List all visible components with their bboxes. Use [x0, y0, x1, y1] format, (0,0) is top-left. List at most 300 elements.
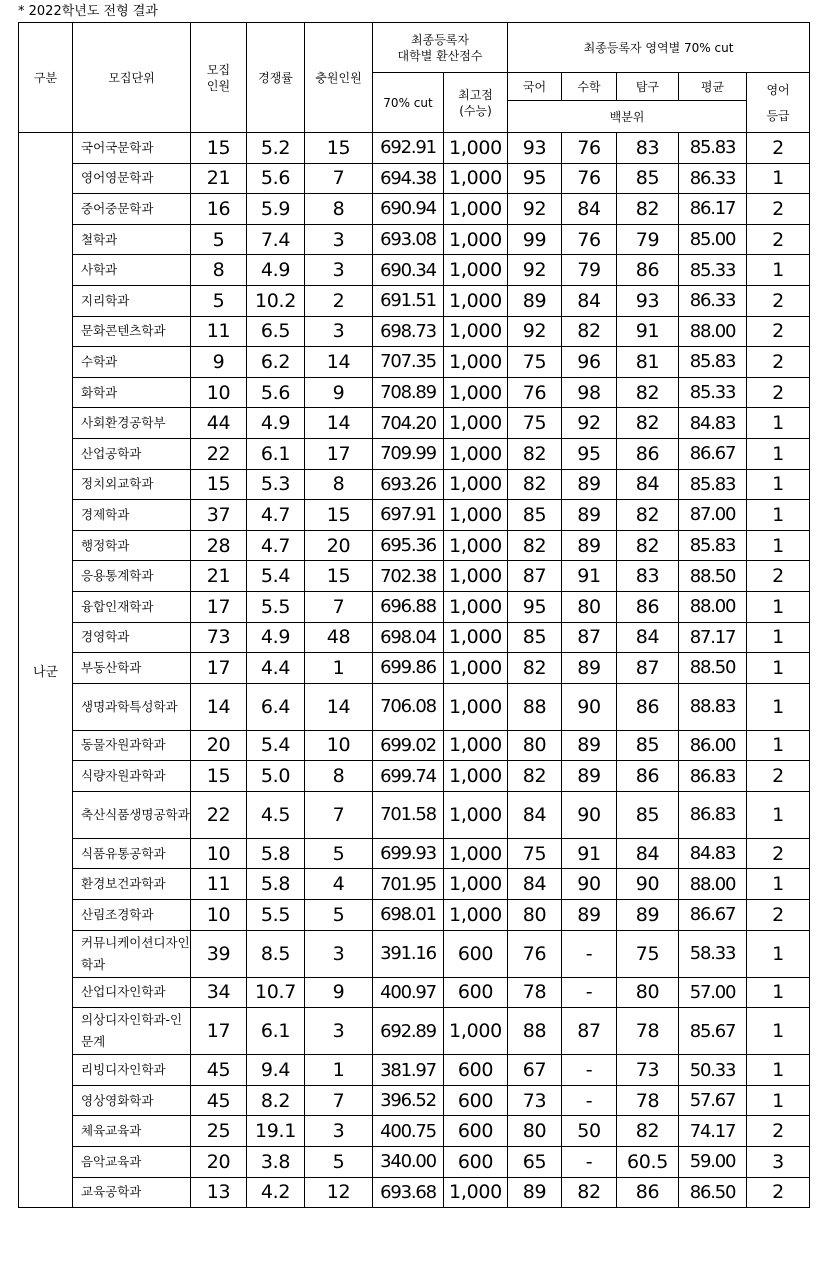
math-cell: 89: [562, 469, 617, 500]
inq-cell: 82: [617, 1116, 679, 1147]
max-cell: 1,000: [444, 469, 508, 500]
cut-cell: 391.16: [373, 930, 444, 977]
max-cell: 600: [444, 1055, 508, 1086]
unit-cell: 화학과: [73, 377, 191, 408]
kor-cell: 82: [508, 469, 562, 500]
add-cell: 1: [305, 1055, 373, 1086]
max-cell: 600: [444, 1116, 508, 1147]
quota-cell: 73: [191, 622, 247, 653]
avg-cell: 88.00: [679, 316, 747, 347]
eng-cell: 2: [747, 561, 810, 592]
math-cell: 91: [562, 838, 617, 869]
table-row: [19, 530, 810, 561]
max-cell: 1,000: [444, 591, 508, 622]
add-cell: 3: [305, 930, 373, 977]
cut-cell: 690.34: [373, 255, 444, 286]
avg-cell: 57.00: [679, 977, 747, 1008]
comp-cell: 4.2: [247, 1177, 305, 1208]
cut-cell: 400.75: [373, 1116, 444, 1147]
inq-cell: 84: [617, 469, 679, 500]
add-cell: 9: [305, 977, 373, 1008]
eng-cell: 1: [747, 255, 810, 286]
math-cell: 90: [562, 791, 617, 838]
unit-cell: 식량자원과학과: [73, 761, 191, 792]
eng-cell: 2: [747, 316, 810, 347]
quota-cell: 39: [191, 930, 247, 977]
inq-cell: 83: [617, 133, 679, 164]
eng-cell: 2: [747, 838, 810, 869]
quota-cell: 15: [191, 761, 247, 792]
add-cell: 15: [305, 500, 373, 531]
table-row: [19, 133, 810, 164]
table-row: [19, 438, 810, 469]
math-cell: -: [562, 1055, 617, 1086]
comp-cell: 4.4: [247, 653, 305, 684]
quota-cell: 45: [191, 1085, 247, 1116]
avg-cell: 85.33: [679, 255, 747, 286]
admission-results-table: [18, 22, 810, 1208]
math-cell: 95: [562, 438, 617, 469]
add-cell: 2: [305, 285, 373, 316]
eng-cell: 1: [747, 930, 810, 977]
unit-cell: 문화콘텐츠학과: [73, 316, 191, 347]
unit-cell: 중어중문학과: [73, 194, 191, 225]
add-cell: 12: [305, 1177, 373, 1208]
inq-cell: 79: [617, 224, 679, 255]
add-cell: 14: [305, 683, 373, 730]
math-cell: 90: [562, 683, 617, 730]
math-cell: 89: [562, 761, 617, 792]
max-cell: 1,000: [444, 761, 508, 792]
cut-cell: 340.00: [373, 1147, 444, 1178]
unit-cell: 의상디자인학과-인문계: [73, 1008, 191, 1055]
header-additional: 충원인원: [305, 23, 373, 133]
avg-cell: 57.67: [679, 1085, 747, 1116]
cut-cell: 699.02: [373, 730, 444, 761]
add-cell: 8: [305, 761, 373, 792]
comp-cell: 4.7: [247, 500, 305, 531]
inq-cell: 86: [617, 591, 679, 622]
max-cell: 1,000: [444, 133, 508, 164]
header-english-line2: 등급: [766, 108, 790, 123]
unit-cell: 행정학과: [73, 530, 191, 561]
inq-cell: 86: [617, 438, 679, 469]
cut-cell: 707.35: [373, 347, 444, 378]
add-cell: 8: [305, 469, 373, 500]
table-row: [19, 377, 810, 408]
max-cell: 1,000: [444, 900, 508, 931]
inq-cell: 85: [617, 163, 679, 194]
table-row: [19, 1055, 810, 1086]
eng-cell: 2: [747, 900, 810, 931]
comp-cell: 5.4: [247, 730, 305, 761]
quota-cell: 22: [191, 791, 247, 838]
table-header: [19, 23, 810, 133]
comp-cell: 10.7: [247, 977, 305, 1008]
kor-cell: 89: [508, 285, 562, 316]
cut-cell: 696.88: [373, 591, 444, 622]
header-english: [747, 73, 810, 133]
kor-cell: 95: [508, 163, 562, 194]
eng-cell: 1: [747, 1085, 810, 1116]
cut-cell: 698.04: [373, 622, 444, 653]
quota-cell: 9: [191, 347, 247, 378]
cut-cell: 692.91: [373, 133, 444, 164]
comp-cell: 4.9: [247, 408, 305, 439]
inq-cell: 78: [617, 1085, 679, 1116]
inq-cell: 86: [617, 255, 679, 286]
avg-cell: 86.00: [679, 730, 747, 761]
cut-cell: 709.99: [373, 438, 444, 469]
add-cell: 15: [305, 561, 373, 592]
quota-cell: 13: [191, 1177, 247, 1208]
eng-cell: 3: [747, 1147, 810, 1178]
eng-cell: 2: [747, 377, 810, 408]
max-cell: 600: [444, 1085, 508, 1116]
max-cell: 1,000: [444, 791, 508, 838]
header-max-score: [444, 73, 508, 133]
add-cell: 5: [305, 900, 373, 931]
table-row: [19, 561, 810, 592]
unit-cell: 환경보건과학과: [73, 869, 191, 900]
inq-cell: 82: [617, 500, 679, 531]
inq-cell: 80: [617, 977, 679, 1008]
inq-cell: 82: [617, 194, 679, 225]
unit-cell: 지리학과: [73, 285, 191, 316]
header-korean: 국어: [508, 73, 562, 101]
avg-cell: 50.33: [679, 1055, 747, 1086]
add-cell: 10: [305, 730, 373, 761]
unit-cell: 융합인재학과: [73, 591, 191, 622]
math-cell: 76: [562, 224, 617, 255]
avg-cell: 86.33: [679, 285, 747, 316]
quota-cell: 14: [191, 683, 247, 730]
inq-cell: 93: [617, 285, 679, 316]
cut-cell: 708.89: [373, 377, 444, 408]
max-cell: 1,000: [444, 838, 508, 869]
add-cell: 3: [305, 1116, 373, 1147]
inq-cell: 82: [617, 377, 679, 408]
avg-cell: 59.00: [679, 1147, 747, 1178]
table-row: [19, 900, 810, 931]
math-cell: 98: [562, 377, 617, 408]
comp-cell: 6.5: [247, 316, 305, 347]
table-row: [19, 838, 810, 869]
add-cell: 9: [305, 377, 373, 408]
quota-cell: 25: [191, 1116, 247, 1147]
kor-cell: 85: [508, 500, 562, 531]
cut-cell: 699.86: [373, 653, 444, 684]
kor-cell: 85: [508, 622, 562, 653]
max-cell: 1,000: [444, 255, 508, 286]
quota-cell: 11: [191, 869, 247, 900]
kor-cell: 80: [508, 730, 562, 761]
eng-cell: 1: [747, 977, 810, 1008]
table-row: [19, 255, 810, 286]
add-cell: 14: [305, 347, 373, 378]
table-row: [19, 591, 810, 622]
header-quota-line1: 모집: [206, 62, 231, 77]
math-cell: 96: [562, 347, 617, 378]
comp-cell: 3.8: [247, 1147, 305, 1178]
inq-cell: 84: [617, 838, 679, 869]
unit-cell: 리빙디자인학과: [73, 1055, 191, 1086]
eng-cell: 2: [747, 1177, 810, 1208]
math-cell: -: [562, 930, 617, 977]
eng-cell: 1: [747, 500, 810, 531]
header-quota: [191, 23, 247, 133]
header-percentile: 백분위: [508, 101, 747, 133]
eng-cell: 1: [747, 438, 810, 469]
table-caption: * 2022학년도 전형 결과: [18, 4, 158, 19]
header-cut70: 70% cut: [373, 73, 444, 133]
max-cell: 1,000: [444, 408, 508, 439]
quota-cell: 21: [191, 561, 247, 592]
comp-cell: 10.2: [247, 285, 305, 316]
avg-cell: 58.33: [679, 930, 747, 977]
eng-cell: 1: [747, 530, 810, 561]
avg-cell: 74.17: [679, 1116, 747, 1147]
kor-cell: 67: [508, 1055, 562, 1086]
unit-cell: 커뮤니케이션디자인학과: [73, 930, 191, 977]
cut-cell: 698.73: [373, 316, 444, 347]
eng-cell: 2: [747, 224, 810, 255]
header-inquiry: 탐구: [617, 73, 679, 101]
math-cell: 92: [562, 408, 617, 439]
header-max-score-line1: 최고점: [458, 87, 493, 102]
eng-cell: 1: [747, 163, 810, 194]
eng-cell: 2: [747, 347, 810, 378]
add-cell: 3: [305, 316, 373, 347]
math-cell: 79: [562, 255, 617, 286]
add-cell: 14: [305, 408, 373, 439]
eng-cell: 1: [747, 1055, 810, 1086]
math-cell: 87: [562, 622, 617, 653]
comp-cell: 5.5: [247, 591, 305, 622]
math-cell: 89: [562, 730, 617, 761]
avg-cell: 86.33: [679, 163, 747, 194]
kor-cell: 73: [508, 1085, 562, 1116]
unit-cell: 국어국문학과: [73, 133, 191, 164]
comp-cell: 5.8: [247, 838, 305, 869]
unit-cell: 산림조경학과: [73, 900, 191, 931]
table-row: [19, 930, 810, 977]
avg-cell: 84.83: [679, 838, 747, 869]
cut-cell: 692.89: [373, 1008, 444, 1055]
comp-cell: 5.6: [247, 377, 305, 408]
quota-cell: 17: [191, 591, 247, 622]
add-cell: 7: [305, 791, 373, 838]
inq-cell: 91: [617, 316, 679, 347]
cut-cell: 693.26: [373, 469, 444, 500]
max-cell: 1,000: [444, 163, 508, 194]
max-cell: 1,000: [444, 316, 508, 347]
math-cell: 90: [562, 869, 617, 900]
table-row: [19, 500, 810, 531]
kor-cell: 65: [508, 1147, 562, 1178]
eng-cell: 2: [747, 761, 810, 792]
max-cell: 1,000: [444, 683, 508, 730]
comp-cell: 6.1: [247, 438, 305, 469]
kor-cell: 95: [508, 591, 562, 622]
header-math: 수학: [562, 73, 617, 101]
avg-cell: 85.83: [679, 469, 747, 500]
table-row: [19, 869, 810, 900]
comp-cell: 8.2: [247, 1085, 305, 1116]
inq-cell: 85: [617, 791, 679, 838]
unit-cell: 사회환경공학부: [73, 408, 191, 439]
math-cell: -: [562, 977, 617, 1008]
table-row: [19, 1116, 810, 1147]
add-cell: 20: [305, 530, 373, 561]
max-cell: 1,000: [444, 347, 508, 378]
inq-cell: 86: [617, 1177, 679, 1208]
kor-cell: 84: [508, 791, 562, 838]
cut-cell: 381.97: [373, 1055, 444, 1086]
unit-cell: 식품유통공학과: [73, 838, 191, 869]
kor-cell: 92: [508, 316, 562, 347]
unit-cell: 영상영화학과: [73, 1085, 191, 1116]
comp-cell: 5.8: [247, 869, 305, 900]
table-row: [19, 622, 810, 653]
group-cell: 나군: [19, 133, 73, 1208]
quota-cell: 5: [191, 224, 247, 255]
unit-cell: 경영학과: [73, 622, 191, 653]
inq-cell: 81: [617, 347, 679, 378]
avg-cell: 87.17: [679, 622, 747, 653]
table-row: [19, 683, 810, 730]
avg-cell: 85.83: [679, 133, 747, 164]
inq-cell: 86: [617, 761, 679, 792]
math-cell: 89: [562, 900, 617, 931]
header-english-line1: 영어: [766, 82, 790, 97]
comp-cell: 5.5: [247, 900, 305, 931]
eng-cell: 1: [747, 622, 810, 653]
math-cell: 91: [562, 561, 617, 592]
math-cell: 82: [562, 316, 617, 347]
max-cell: 1,000: [444, 1008, 508, 1055]
add-cell: 5: [305, 838, 373, 869]
table-row: [19, 1008, 810, 1055]
unit-cell: 교육공학과: [73, 1177, 191, 1208]
header-final-score-line2: 대학별 환산점수: [397, 48, 483, 63]
math-cell: 84: [562, 285, 617, 316]
math-cell: 89: [562, 530, 617, 561]
eng-cell: 2: [747, 194, 810, 225]
kor-cell: 80: [508, 900, 562, 931]
quota-cell: 17: [191, 1008, 247, 1055]
kor-cell: 76: [508, 930, 562, 977]
kor-cell: 88: [508, 683, 562, 730]
add-cell: 15: [305, 133, 373, 164]
unit-cell: 산업공학과: [73, 438, 191, 469]
kor-cell: 80: [508, 1116, 562, 1147]
avg-cell: 86.17: [679, 194, 747, 225]
comp-cell: 7.4: [247, 224, 305, 255]
cut-cell: 693.68: [373, 1177, 444, 1208]
add-cell: 17: [305, 438, 373, 469]
math-cell: 87: [562, 1008, 617, 1055]
cut-cell: 704.20: [373, 408, 444, 439]
avg-cell: 88.50: [679, 653, 747, 684]
max-cell: 1,000: [444, 622, 508, 653]
cut-cell: 701.95: [373, 869, 444, 900]
max-cell: 1,000: [444, 561, 508, 592]
comp-cell: 4.9: [247, 255, 305, 286]
avg-cell: 88.00: [679, 591, 747, 622]
kor-cell: 92: [508, 194, 562, 225]
add-cell: 8: [305, 194, 373, 225]
max-cell: 1,000: [444, 730, 508, 761]
add-cell: 5: [305, 1147, 373, 1178]
unit-cell: 음악교육과: [73, 1147, 191, 1178]
kor-cell: 75: [508, 347, 562, 378]
max-cell: 1,000: [444, 285, 508, 316]
kor-cell: 75: [508, 408, 562, 439]
cut-cell: 698.01: [373, 900, 444, 931]
unit-cell: 체육교육과: [73, 1116, 191, 1147]
add-cell: 3: [305, 224, 373, 255]
table-row: [19, 1177, 810, 1208]
comp-cell: 5.2: [247, 133, 305, 164]
table-row: [19, 791, 810, 838]
kor-cell: 82: [508, 530, 562, 561]
inq-cell: 60.5: [617, 1147, 679, 1178]
kor-cell: 82: [508, 438, 562, 469]
eng-cell: 2: [747, 285, 810, 316]
comp-cell: 4.7: [247, 530, 305, 561]
cut-cell: 699.93: [373, 838, 444, 869]
max-cell: 1,000: [444, 869, 508, 900]
math-cell: -: [562, 1085, 617, 1116]
avg-cell: 88.83: [679, 683, 747, 730]
cut-cell: 691.51: [373, 285, 444, 316]
avg-cell: 86.50: [679, 1177, 747, 1208]
avg-cell: 86.67: [679, 900, 747, 931]
kor-cell: 99: [508, 224, 562, 255]
avg-cell: 85.67: [679, 1008, 747, 1055]
kor-cell: 92: [508, 255, 562, 286]
table-row: [19, 1147, 810, 1178]
math-cell: 76: [562, 133, 617, 164]
cut-cell: 694.38: [373, 163, 444, 194]
quota-cell: 11: [191, 316, 247, 347]
max-cell: 1,000: [444, 438, 508, 469]
quota-cell: 17: [191, 653, 247, 684]
quota-cell: 10: [191, 377, 247, 408]
header-competition: 경쟁률: [247, 23, 305, 133]
quota-cell: 20: [191, 1147, 247, 1178]
inq-cell: 82: [617, 408, 679, 439]
max-cell: 600: [444, 977, 508, 1008]
header-group: 구분: [19, 23, 73, 133]
inq-cell: 83: [617, 561, 679, 592]
kor-cell: 78: [508, 977, 562, 1008]
inq-cell: 85: [617, 730, 679, 761]
quota-cell: 15: [191, 469, 247, 500]
kor-cell: 88: [508, 1008, 562, 1055]
avg-cell: 85.83: [679, 347, 747, 378]
inq-cell: 73: [617, 1055, 679, 1086]
max-cell: 1,000: [444, 377, 508, 408]
table-row: [19, 1085, 810, 1116]
table-row: [19, 977, 810, 1008]
table-row: [19, 347, 810, 378]
avg-cell: 85.33: [679, 377, 747, 408]
add-cell: 7: [305, 1085, 373, 1116]
kor-cell: 82: [508, 761, 562, 792]
math-cell: -: [562, 1147, 617, 1178]
